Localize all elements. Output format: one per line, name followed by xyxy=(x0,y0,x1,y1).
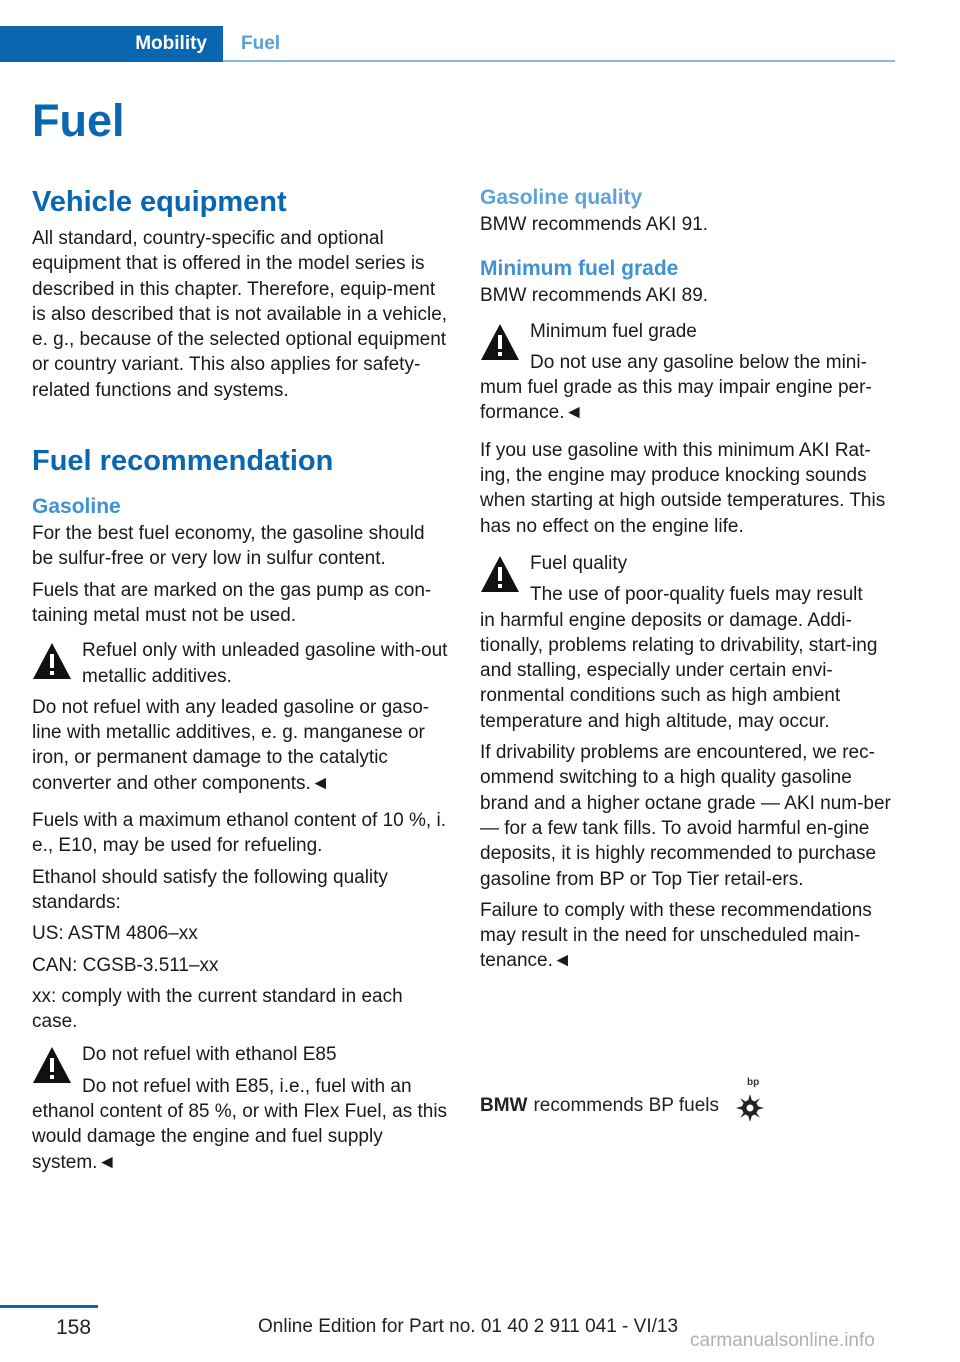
warning-body-first: The use of poor-quality fuels may result xyxy=(530,584,863,606)
paragraph: If you use gasoline with this minimum AKI Rat‐ing, the engine may produce knocking sounds when starting at high outside temperatures. This has no effect on the engine life. xyxy=(480,439,886,537)
paragraph: Fuels with a maximum ethanol content of 10 %, i. e., E10, may be used for refueling. xyxy=(32,810,446,857)
tab-mobility: Mobility xyxy=(0,26,223,62)
paragraph: Fuels that are marked on the gas pump as con‐taining metal must not be used. xyxy=(32,579,432,626)
right-column xyxy=(480,184,896,980)
bp-banner-brand: BMW xyxy=(480,1095,528,1116)
bp-logo-label: bp xyxy=(747,1077,760,1088)
heading-fuel-recommendation: Fuel recommendation xyxy=(32,445,334,478)
watermark: carmanualsonline.info xyxy=(690,1330,875,1351)
paragraph: If drivability problems are encountered, we rec‐ommend switching to a high quality gasoline brand and a higher octane grade — AKI num‐ber — for a few tank fills. To avoid harmful en‐gine deposits, it is highly recommended to purchase gasoline from BP or Top Tier retail‐ers. xyxy=(480,742,891,890)
warning-notice xyxy=(32,638,448,689)
bp-banner-text: recommends BP fuels xyxy=(533,1095,719,1116)
warning-triangle-icon xyxy=(480,323,520,361)
warning-notice xyxy=(480,319,896,426)
warning-body-rest: ethanol content of 85 %, or with Flex Fuel, as this would damage the engine and fuel supply system.◄ xyxy=(32,1101,448,1173)
edition-note: Online Edition for Part no. 01 40 2 911 041 - VI/13 xyxy=(258,1316,679,1337)
warning-title: Do not refuel with ethanol E85 xyxy=(82,1044,337,1066)
warning-body-first: Do not refuel with E85, i.e., fuel with an xyxy=(82,1075,412,1097)
paragraph: CAN: CGSB-3.511–xx xyxy=(32,954,219,976)
warning-notice xyxy=(480,551,896,734)
paragraph: Failure to comply with these recommendations may result in the need for unscheduled main‐tenance.◄ xyxy=(480,899,872,972)
heading-gasoline: Gasoline xyxy=(32,495,121,519)
warning-triangle-icon xyxy=(32,1046,72,1084)
bp-banner xyxy=(480,1077,900,1126)
paragraph: BMW recommends AKI 91. xyxy=(480,214,709,235)
warning-title: Fuel quality xyxy=(530,552,628,574)
heading-minimum-fuel-grade: Minimum fuel grade xyxy=(480,257,679,281)
warning-notice xyxy=(32,1042,448,1174)
warning-body-first: Do not use any gasoline below the mini‐ xyxy=(530,351,867,373)
warning-body-rest: in harmful engine deposits or damage. Addi‐tionally, problems relating to drivability, start‐ing and stalling, especially under certain envi‐ronmental conditions such as high ambient temperature and high altitude, may occur. xyxy=(480,609,878,732)
warning-triangle-icon xyxy=(32,642,72,680)
heading-vehicle-equipment: Vehicle equipment xyxy=(32,186,287,218)
tab-fuel: Fuel xyxy=(241,33,281,54)
paragraph: xx: comply with the current standard in each case. xyxy=(32,985,403,1033)
page-number: 158 xyxy=(56,1316,92,1339)
paragraph: BMW recommends AKI 89. xyxy=(480,285,709,307)
warning-title: Refuel only with unleaded gasoline with‐out metallic additives. xyxy=(82,640,448,687)
paragraph: Ethanol should satisfy the following quality standards: xyxy=(32,866,388,913)
left-column xyxy=(32,184,448,1181)
header-divider xyxy=(223,60,895,62)
warning-title: Minimum fuel grade xyxy=(530,320,697,342)
warning-body: Do not refuel with any leaded gasoline or gaso‐line with metallic additives, e. g. manganese or iron, or permanent damage to the catalytic converter and other components.◄ xyxy=(32,696,430,794)
warning-body-rest: mum fuel grade as this may impair engine per‐formance.◄ xyxy=(480,377,872,424)
page-title: Fuel xyxy=(32,95,125,146)
bp-sunburst-icon xyxy=(733,1077,767,1123)
paragraph: For the best fuel economy, the gasoline should be sulfur-free or very low in sulfur content. xyxy=(32,523,425,570)
paragraph: All standard, country-specific and optional equipment that is offered in the model series is described in this chapter. Therefore, equip‐ment is also described that is not available in a vehicle, e. g., because of the selected optional equipment or country variant. This also applies for safety-related functions and systems. xyxy=(32,228,448,401)
paragraph: US: ASTM 4806–xx xyxy=(32,923,198,945)
warning-triangle-icon xyxy=(480,555,520,593)
footer-divider xyxy=(0,1305,98,1308)
heading-gasoline-quality: Gasoline quality xyxy=(480,186,643,209)
